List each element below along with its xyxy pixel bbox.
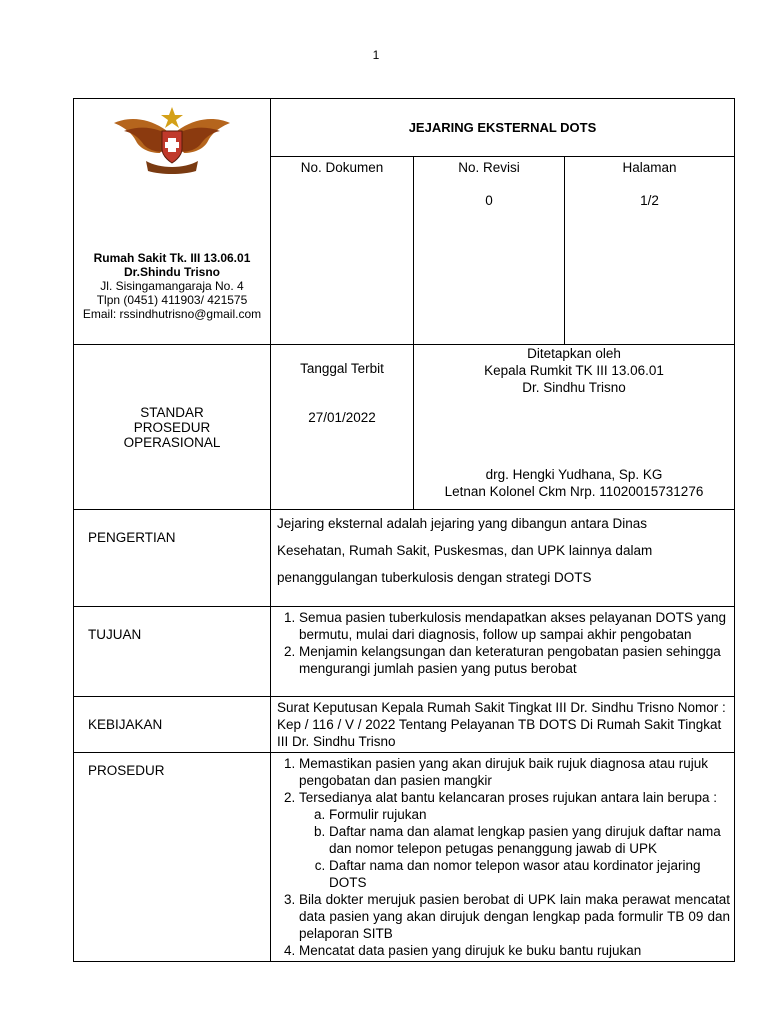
- page-number: 1: [372, 48, 380, 62]
- prosedur-label: PROSEDUR: [74, 753, 271, 962]
- tujuan-content: [271, 607, 735, 697]
- approval-cell: [414, 345, 735, 510]
- page-value: 1/2: [640, 193, 659, 208]
- kebijakan-label: KEBIJAKAN: [74, 697, 271, 753]
- sub-list-item: c. Daftar nama dan nomor telepon wasor atau kordinator jejaring DOTS: [329, 857, 730, 891]
- sub-list-item: a. Formulir rujukan: [329, 806, 730, 823]
- pengertian-line2: Kesehatan, Rumah Sakit, Puskesmas, dan UPK lainnya dalam: [277, 543, 653, 558]
- hospital-identity-cell: [74, 99, 271, 345]
- hospital-address: Jl. Sisingamangaraja No. 4: [100, 279, 244, 293]
- revision-cell: [414, 157, 565, 345]
- revision-label: No. Revisi: [458, 160, 520, 175]
- pengertian-label: PENGERTIAN: [74, 510, 271, 607]
- revision-value: 0: [485, 193, 493, 208]
- prosedur-list: [277, 755, 730, 959]
- document-title: JEJARING EKSTERNAL DOTS: [271, 99, 735, 157]
- page-label: Halaman: [622, 160, 677, 175]
- issue-date-cell: [271, 345, 414, 510]
- list-item: [299, 789, 730, 891]
- issue-date-value: 27/01/2022: [308, 410, 376, 425]
- approval-head-title: Kepala Rumkit TK III 13.06.01: [484, 363, 664, 378]
- approval-set-by: Ditetapkan oleh: [527, 346, 621, 361]
- sop-label-cell: [74, 345, 271, 510]
- list-item: 1. Semua pasien tuberkulosis mendapatkan akses pelayanan DOTS yang bermutu, mulai dari diagnosis, follow up sampai akhir pengobatan: [299, 609, 730, 643]
- prosedur-sublist: [299, 806, 730, 891]
- pengertian-line3: penanggulangan tuberkulosis dengan strategi DOTS: [277, 570, 592, 585]
- list-item: 1. Memastikan pasien yang akan dirujuk baik rujuk diagnosa atau rujuk pengobatan dan pasien mangkir: [299, 755, 730, 789]
- list-item: 4. Mencatat data pasien yang dirujuk ke buku bantu rujukan: [299, 942, 730, 959]
- sop-label-line3: OPERASIONAL: [123, 434, 221, 450]
- prosedur-content: [271, 753, 735, 962]
- pengertian-content: [271, 510, 735, 607]
- pengertian-line1: Jejaring eksternal adalah jejaring yang dibangun antara Dinas: [277, 516, 647, 531]
- sop-label-line2: PROSEDUR: [133, 419, 211, 435]
- hospital-phone: Tlpn (0451) 411903/ 421575: [96, 293, 248, 307]
- doc-number-label: No. Dokumen: [300, 160, 384, 175]
- hospital-email: Email: rssindhutrisno@gmail.com: [82, 307, 262, 321]
- page-cell: [565, 157, 735, 345]
- signatory-name: drg. Hengki Yudhana, Sp. KG: [485, 467, 663, 482]
- issue-date-label: Tanggal Terbit: [300, 361, 384, 376]
- list-item: 2. Menjamin kelangsungan dan keteraturan pengobatan pasien sehingga mengurangi jumlah pasien yang putus berobat: [299, 643, 730, 677]
- kebijakan-content: Surat Keputusan Kepala Rumah Sakit Tingkat III Dr. Sindhu Trisno Nomor : Kep / 116 / V / 2022 Tentang Pelayanan TB DOTS Di Rumah Sakit Tingkat III Dr. Sindhu Trisno: [271, 697, 735, 753]
- doc-number-cell: [271, 157, 414, 345]
- sop-document-table: [73, 98, 735, 962]
- sop-label-line1: STANDAR: [140, 404, 204, 420]
- hospital-doctor-name: Dr.Shindu Trisno: [123, 265, 220, 279]
- list-item: 3. Bila dokter merujuk pasien berobat di UPK lain maka perawat mencatat data pasien yang akan dirujuk dengan lengkap pada formulir TB 09 dan pelaporan SITB: [299, 891, 730, 942]
- tujuan-list: [277, 609, 730, 677]
- hospital-emblem-logo: [110, 105, 234, 175]
- tujuan-label: TUJUAN: [74, 607, 271, 697]
- hospital-name: Rumah Sakit Tk. III 13.06.01: [93, 251, 251, 265]
- sub-list-item: b. Daftar nama dan alamat lengkap pasien yang dirujuk daftar nama dan nomor telepon petugas penanggung jawab di UPK: [329, 823, 730, 857]
- approval-head-hospital: Dr. Sindhu Trisno: [522, 380, 626, 395]
- prosedur-item2-text: Tersedianya alat bantu kelancaran proses rujukan antara lain berupa :: [299, 790, 718, 805]
- signatory-rank: Letnan Kolonel Ckm Nrp. 11020015731276: [444, 484, 704, 499]
